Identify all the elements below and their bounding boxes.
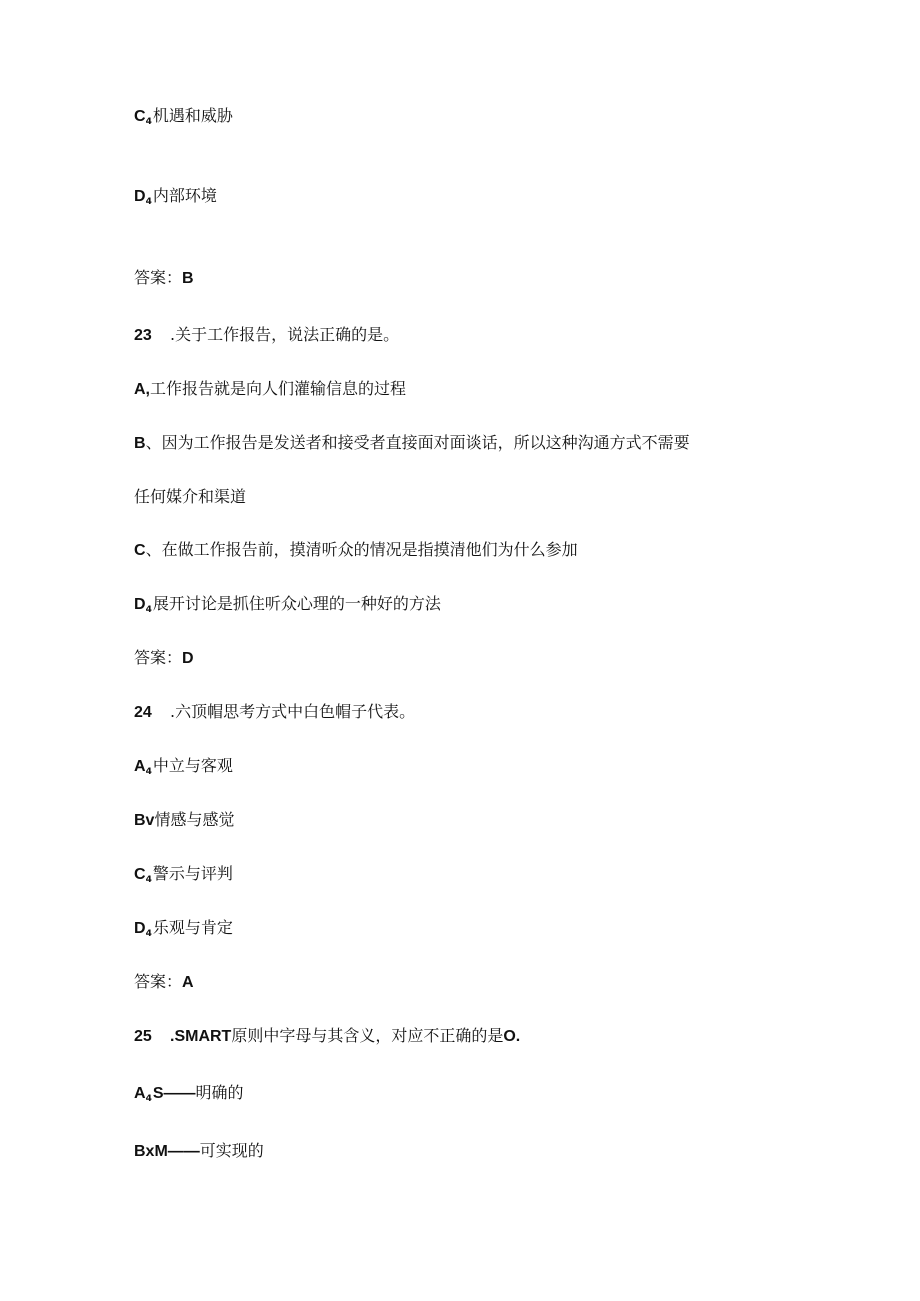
question-number: 25 bbox=[134, 1028, 152, 1045]
option-letter: A bbox=[134, 758, 146, 775]
option-d bbox=[134, 918, 233, 944]
option-b bbox=[134, 810, 234, 831]
option-letter: B bbox=[134, 435, 146, 452]
option-text: 内部环境 bbox=[152, 186, 217, 205]
option-letter: A bbox=[134, 1085, 146, 1102]
option-c bbox=[134, 864, 233, 890]
option-letter: D bbox=[134, 596, 146, 613]
option-mark: 4 bbox=[145, 117, 152, 127]
option-text: 可实现的 bbox=[199, 1141, 264, 1160]
option-a bbox=[134, 379, 406, 400]
option-mark: 4 bbox=[145, 197, 152, 207]
option-letter: C bbox=[134, 108, 146, 125]
option-letter: A, bbox=[134, 381, 150, 398]
option-mark: 4 bbox=[145, 875, 152, 885]
answer-value: A bbox=[182, 974, 194, 991]
option-text: 明确的 bbox=[195, 1083, 244, 1102]
option-letter: BxM—— bbox=[134, 1143, 200, 1160]
option-text: 展开讨论是抓住听众心理的一种好的方法 bbox=[152, 594, 441, 613]
answer-line bbox=[134, 972, 194, 993]
answer-label: 答案： bbox=[134, 648, 183, 667]
option-text: 乐观与肯定 bbox=[152, 918, 233, 937]
option-text: 情感与感觉 bbox=[154, 810, 235, 829]
question-text-end: O. bbox=[503, 1028, 521, 1045]
option-a bbox=[134, 1083, 244, 1109]
option-mark: 4 bbox=[145, 767, 152, 777]
answer-value: D bbox=[182, 650, 194, 667]
answer-label: 答案： bbox=[134, 268, 183, 287]
option-letter: C bbox=[134, 542, 146, 559]
answer-line bbox=[134, 268, 194, 289]
option-letter: Bv bbox=[134, 812, 155, 829]
option-text: 工作报告就是向人们灌输信息的过程 bbox=[150, 379, 407, 398]
question-text: .关于工作报告，说法正确的是。 bbox=[170, 325, 400, 344]
question-25 bbox=[134, 1026, 520, 1047]
option-key-letter: S—— bbox=[152, 1085, 196, 1102]
question-24 bbox=[134, 702, 415, 723]
question-text: 原则中字母与其含义，对应不正确的是 bbox=[231, 1026, 504, 1045]
answer-label: 答案： bbox=[134, 972, 183, 991]
option-c bbox=[134, 540, 578, 561]
option-text: 、因为工作报告是发送者和接受者直接面对面谈话，所以这种沟通方式不需要 bbox=[145, 433, 690, 452]
option-b-continuation bbox=[134, 487, 246, 507]
option-mark: 4 bbox=[145, 929, 152, 939]
option-a bbox=[134, 756, 233, 782]
option-c bbox=[134, 106, 233, 132]
option-mark: 4 bbox=[145, 605, 152, 615]
option-letter: C bbox=[134, 866, 146, 883]
option-d bbox=[134, 594, 441, 620]
option-mark: 4 bbox=[145, 1094, 152, 1104]
question-23 bbox=[134, 325, 399, 346]
option-b bbox=[134, 433, 690, 454]
option-d bbox=[134, 186, 217, 212]
question-text: .六顶帽思考方式中白色帽子代表。 bbox=[170, 702, 416, 721]
option-letter: D bbox=[134, 920, 146, 937]
question-text-latin: .SMART bbox=[170, 1028, 232, 1045]
option-text: 中立与客观 bbox=[152, 756, 233, 775]
option-b bbox=[134, 1141, 264, 1162]
question-number: 23 bbox=[134, 327, 152, 344]
option-text: 任何媒介和渠道 bbox=[134, 487, 247, 506]
option-text: 警示与评判 bbox=[152, 864, 233, 883]
option-text: 机遇和威胁 bbox=[152, 106, 233, 125]
question-number: 24 bbox=[134, 704, 152, 721]
answer-line bbox=[134, 648, 194, 669]
answer-value: B bbox=[182, 270, 194, 287]
option-letter: D bbox=[134, 188, 146, 205]
option-text: 、在做工作报告前，摸清听众的情况是指摸清他们为什么参加 bbox=[145, 540, 578, 559]
